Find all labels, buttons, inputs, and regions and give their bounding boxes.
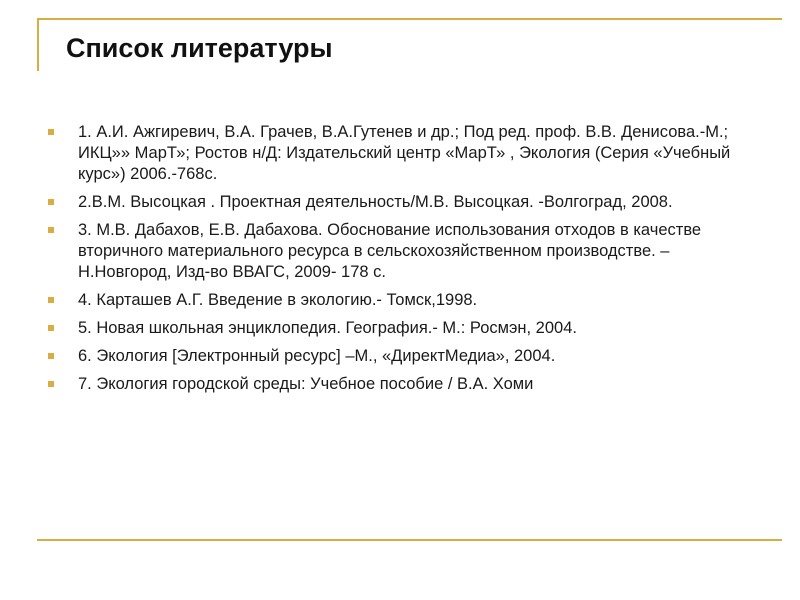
reference-list <box>48 122 748 402</box>
frame-left-line <box>37 18 39 71</box>
reference-item <box>48 290 748 311</box>
square-bullet-icon <box>48 199 54 205</box>
reference-text: 3. М.В. Дабахов, Е.В. Дабахова. Обоснование использования отходов в качестве вторичного материального ресурса в сельскохозяйственном производстве. –Н.Новгород, Изд-во ВВАГС, 2009- 178 с. <box>78 221 702 281</box>
frame-top-line <box>37 18 782 20</box>
reference-item <box>48 346 748 367</box>
reference-item <box>48 122 748 185</box>
reference-text: 5. Новая школьная энциклопедия. География.- М.: Росмэн, 2004. <box>78 319 577 337</box>
slide-title: Список литературы <box>66 33 333 63</box>
reference-item <box>48 374 748 395</box>
square-bullet-icon <box>48 353 54 359</box>
frame-bottom-line <box>37 539 782 541</box>
reference-item <box>48 220 748 283</box>
reference-text: 2.В.М. Высоцкая . Проектная деятельность/М.В. Высоцкая. -Волгоград, 2008. <box>78 193 673 211</box>
reference-item <box>48 192 748 213</box>
square-bullet-icon <box>48 227 54 233</box>
reference-item <box>48 318 748 339</box>
square-bullet-icon <box>48 297 54 303</box>
reference-text: 6. Экология [Электронный ресурс] –М., «ДиректМедиа», 2004. <box>78 347 556 365</box>
square-bullet-icon <box>48 325 54 331</box>
reference-text: 7. Экология городской среды: Учебное пособие / В.А. Хоми <box>78 375 534 393</box>
square-bullet-icon <box>48 129 54 135</box>
reference-text: 1. А.И. Ажгиревич, В.А. Грачев, В.А.Гутенев и др.; Под ред. проф. В.В. Денисова.-М.; ИКЦ»» МарТ»; Ростов н/Д: Издательский центр «МарТ» , Экология (Серия «Учебный курс») 2006.-768с. <box>78 123 731 183</box>
square-bullet-icon <box>48 381 54 387</box>
reference-text: 4. Карташев А.Г. Введение в экологию.- Томск,1998. <box>78 291 478 309</box>
